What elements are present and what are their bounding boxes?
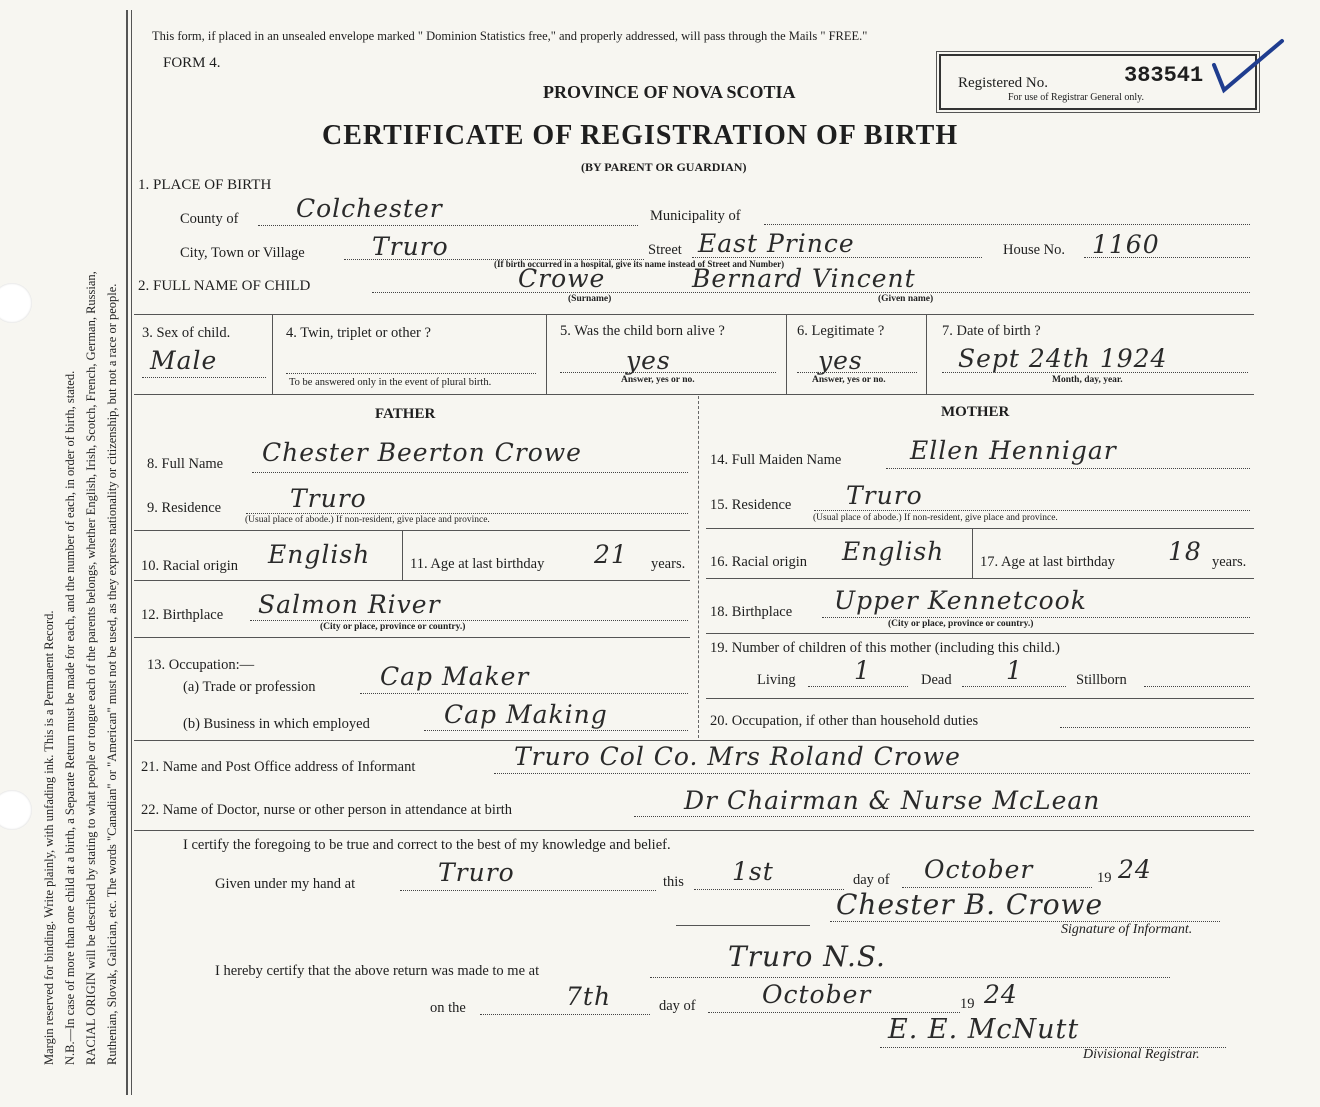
father-birthplace-label: 12. Birthplace xyxy=(141,607,224,623)
father-residence-value: Truro xyxy=(290,484,367,513)
dead-label: Dead xyxy=(921,672,952,688)
county-line xyxy=(258,225,638,226)
father-business-label: (b) Business in which employed xyxy=(183,716,370,732)
living-label: Living xyxy=(757,672,796,688)
registrar-dayof-label: day of xyxy=(659,998,696,1014)
given-name-note: (Given name) xyxy=(878,294,934,304)
stillborn-label: Stillborn xyxy=(1076,672,1127,688)
rule-doctor-bottom xyxy=(134,830,1254,831)
sex-line xyxy=(142,377,266,378)
registrar-note: For use of Registrar General only. xyxy=(1008,92,1144,103)
divider-sex xyxy=(272,314,273,394)
father-residence-line xyxy=(246,513,688,514)
born-alive-line xyxy=(560,372,776,373)
mother-birthplace-note: (City or place, province or country.) xyxy=(888,619,1034,629)
certify-dayof-label: day of xyxy=(853,872,890,888)
mother-occupation-label: 20. Occupation, if other than household duties xyxy=(710,713,979,729)
dead-value: 1 xyxy=(1006,656,1023,685)
father-residence-label: 9. Residence xyxy=(147,500,222,516)
city-value: Truro xyxy=(372,232,449,261)
informant-value: Truro Col Co. Mrs Roland Crowe xyxy=(514,742,961,771)
mailing-notice: This form, if placed in an unsealed envelope marked " Dominion Statistics free," and properly addressed, will pass through the Mails " FREE." xyxy=(152,29,868,43)
mother-racial-label: 16. Racial origin xyxy=(710,554,808,570)
rule-father-1 xyxy=(134,530,690,531)
informant-signature-label: Signature of Informant. xyxy=(1061,922,1193,937)
mother-name-value: Ellen Hennigar xyxy=(910,436,1117,465)
father-name-value: Chester Beerton Crowe xyxy=(262,438,582,467)
margin-note-binding: Margin reserved for binding. Write plainly, with unfading ink. This is a Permanent Record. xyxy=(42,610,56,1065)
mother-racial-value: English xyxy=(842,537,945,566)
child-given-value: Bernard Vincent xyxy=(692,264,916,293)
street-label: Street xyxy=(648,242,682,258)
father-residence-note: (Usual place of abode.) If non-resident, give place and province. xyxy=(245,515,490,525)
born-alive-label: 5. Was the child born alive ? xyxy=(560,323,725,339)
parents-divider xyxy=(698,396,699,738)
dob-note: Month, day, year. xyxy=(1052,375,1123,385)
born-alive-note: Answer, yes or no. xyxy=(621,375,695,385)
rule-mother-2 xyxy=(706,578,1254,579)
informant-line xyxy=(494,773,1250,774)
place-of-birth-label: 1. PLACE OF BIRTH xyxy=(138,177,272,193)
divider-twin xyxy=(546,314,547,394)
father-birthplace-line xyxy=(250,620,688,621)
mother-occupation-line xyxy=(1060,727,1250,728)
certify-year-value: 24 xyxy=(1118,855,1152,884)
registered-label: Registered No. xyxy=(958,75,1048,91)
surname-note: (Surname) xyxy=(568,294,612,304)
father-birthplace-value: Salmon River xyxy=(258,590,441,619)
margin-rule xyxy=(126,10,128,1095)
legitimate-label: 6. Legitimate ? xyxy=(797,323,885,339)
mother-birthplace-line xyxy=(822,617,1250,618)
child-surname-value: Crowe xyxy=(518,264,606,293)
certify-day-line xyxy=(694,889,844,890)
mother-name-label: 14. Full Maiden Name xyxy=(710,452,842,468)
rule-row3-top xyxy=(134,314,1254,315)
divider-alive xyxy=(786,314,787,394)
legitimate-note: Answer, yes or no. xyxy=(812,375,886,385)
legitimate-line xyxy=(797,372,917,373)
sex-label: 3. Sex of child. xyxy=(142,325,231,341)
born-alive-value: yes xyxy=(626,346,671,375)
certify-month-value: October xyxy=(924,855,1034,884)
twin-line xyxy=(286,373,536,374)
dob-label: 7. Date of birth ? xyxy=(942,323,1041,339)
twin-note: To be answered only in the event of plural birth. xyxy=(289,377,492,388)
child-name-line xyxy=(372,292,1250,293)
father-racial-value: English xyxy=(268,540,371,569)
informant-signature: Chester B. Crowe xyxy=(836,888,1104,921)
check-mark-icon xyxy=(1210,35,1290,105)
father-years: years. xyxy=(651,556,686,572)
divider-mother-age xyxy=(972,528,973,578)
hospital-note: (If birth occurred in a hospital, give its name instead of Street and Number) xyxy=(494,259,785,269)
dob-line xyxy=(942,372,1248,373)
city-label: City, Town or Village xyxy=(180,245,305,261)
doctor-value: Dr Chairman & Nurse McLean xyxy=(684,786,1101,815)
father-age-value: 21 xyxy=(594,540,628,569)
father-name-label: 8. Full Name xyxy=(147,456,224,472)
registrar-day-value: 7th xyxy=(566,982,612,1011)
mother-residence-label: 15. Residence xyxy=(710,497,792,513)
child-name-label: 2. FULL NAME OF CHILD xyxy=(138,278,311,294)
registrar-place-line xyxy=(650,977,1170,978)
certificate-title: CERTIFICATE OF REGISTRATION OF BIRTH xyxy=(322,120,959,151)
rule-father-3 xyxy=(134,637,690,638)
rule-mother-3 xyxy=(706,633,1254,634)
father-trade-line xyxy=(360,693,688,694)
municipality-label: Municipality of xyxy=(650,208,741,224)
province-heading: PROVINCE OF NOVA SCOTIA xyxy=(543,82,796,102)
county-label: County of xyxy=(180,211,239,227)
living-line xyxy=(808,686,908,687)
margin-note-multiple-births: N.B.—In case of more than one child at a birth, a Separate Return must be made for each, and the number of each, in order of birth, stated. xyxy=(63,370,77,1065)
given-place-line xyxy=(400,890,656,891)
registrar-month-value: October xyxy=(762,980,872,1009)
father-business-line xyxy=(424,730,688,731)
registrar-year-prefix: 19 xyxy=(960,996,975,1012)
binding-hole-bottom xyxy=(0,790,32,830)
margin-note-racial-origin-2: Ruthenian, Slovak, Galician, etc. The words "Canadian" or "American" must not be used, as they express nationality or citizenship, but not a race or people. xyxy=(105,283,119,1065)
dob-value: Sept 24th 1924 xyxy=(958,344,1168,373)
margin-note-racial-origin-1: RACIAL ORIGIN will be described by stating to what people or tongue each of the parents belongs, whether English, Irish, Scotch, French, German, Russian, xyxy=(84,271,98,1065)
informant-label: 21. Name and Post Office address of Informant xyxy=(141,759,416,775)
divider-legit xyxy=(926,314,927,394)
given-under-label: Given under my hand at xyxy=(215,876,356,892)
rule-row3-bottom xyxy=(134,394,1254,395)
house-line xyxy=(1084,257,1250,258)
certify-statement: I certify the foregoing to be true and correct to the best of my knowledge and belief. xyxy=(183,837,671,853)
divider-father-age xyxy=(402,530,403,580)
father-racial-label: 10. Racial origin xyxy=(141,558,239,574)
mother-residence-line xyxy=(814,510,1250,511)
binding-hole-top xyxy=(0,283,32,323)
certify-year-prefix: 19 xyxy=(1097,870,1112,886)
house-value: 1160 xyxy=(1092,230,1160,259)
certificate-subtitle: (BY PARENT OR GUARDIAN) xyxy=(581,160,747,174)
mother-age-label: 17. Age at last birthday xyxy=(980,554,1115,570)
father-birthplace-note: (City or place, province or country.) xyxy=(320,622,466,632)
registrar-month-line xyxy=(708,1012,960,1013)
this-label: this xyxy=(663,874,684,890)
registrar-statement: I hereby certify that the above return was made to me at xyxy=(215,963,540,979)
rule-mother-4 xyxy=(706,698,1254,699)
mother-birthplace-value: Upper Kennetcook xyxy=(834,586,1087,615)
mother-residence-note: (Usual place of abode.) If non-resident, give place and province. xyxy=(813,513,1058,523)
mother-years: years. xyxy=(1212,554,1247,570)
mother-heading: MOTHER xyxy=(941,404,1010,420)
mother-residence-value: Truro xyxy=(846,481,923,510)
registered-number: 383541 xyxy=(1124,63,1204,88)
doctor-label: 22. Name of Doctor, nurse or other person in attendance at birth xyxy=(141,802,513,818)
rule-father-2 xyxy=(134,580,690,581)
doctor-line xyxy=(634,816,1250,817)
rule-mother-1 xyxy=(706,528,1254,529)
father-occupation-label: 13. Occupation:— xyxy=(147,657,255,673)
form-number: FORM 4. xyxy=(163,55,221,71)
rule-informant-top xyxy=(134,740,1254,741)
mother-name-line xyxy=(886,468,1250,469)
dead-line xyxy=(962,686,1066,687)
street-value: East Prince xyxy=(698,229,855,258)
legitimate-value: yes xyxy=(818,346,863,375)
registrar-day-line xyxy=(480,1014,650,1015)
father-trade-label: (a) Trade or profession xyxy=(183,679,316,695)
certify-day-value: 1st xyxy=(732,857,774,886)
given-place-value: Truro xyxy=(438,858,515,887)
father-business-value: Cap Making xyxy=(444,700,608,729)
county-value: Colchester xyxy=(296,194,443,223)
father-trade-value: Cap Maker xyxy=(380,662,530,691)
father-heading: FATHER xyxy=(375,406,436,422)
registrar-on-label: on the xyxy=(430,1000,466,1016)
mother-children-label: 19. Number of children of this mother (including this child.) xyxy=(710,640,1060,656)
living-value: 1 xyxy=(854,656,871,685)
registrar-signature-label: Divisional Registrar. xyxy=(1083,1047,1200,1062)
registrar-year-value: 24 xyxy=(984,980,1018,1009)
twin-label: 4. Twin, triplet or other ? xyxy=(286,325,431,341)
sex-value: Male xyxy=(150,346,218,375)
father-name-line xyxy=(252,472,688,473)
registrar-signature: E. E. McNutt xyxy=(888,1014,1080,1045)
margin-rule-inner xyxy=(131,10,132,1095)
mother-age-value: 18 xyxy=(1168,537,1202,566)
father-age-label: 11. Age at last birthday xyxy=(410,556,545,572)
house-label: House No. xyxy=(1003,242,1066,258)
municipality-line xyxy=(764,224,1250,225)
mother-birthplace-label: 18. Birthplace xyxy=(710,604,793,620)
registrar-place-value: Truro N.S. xyxy=(728,940,886,973)
street-line xyxy=(692,257,982,258)
stillborn-line xyxy=(1144,686,1250,687)
signature-line-left xyxy=(676,925,810,926)
